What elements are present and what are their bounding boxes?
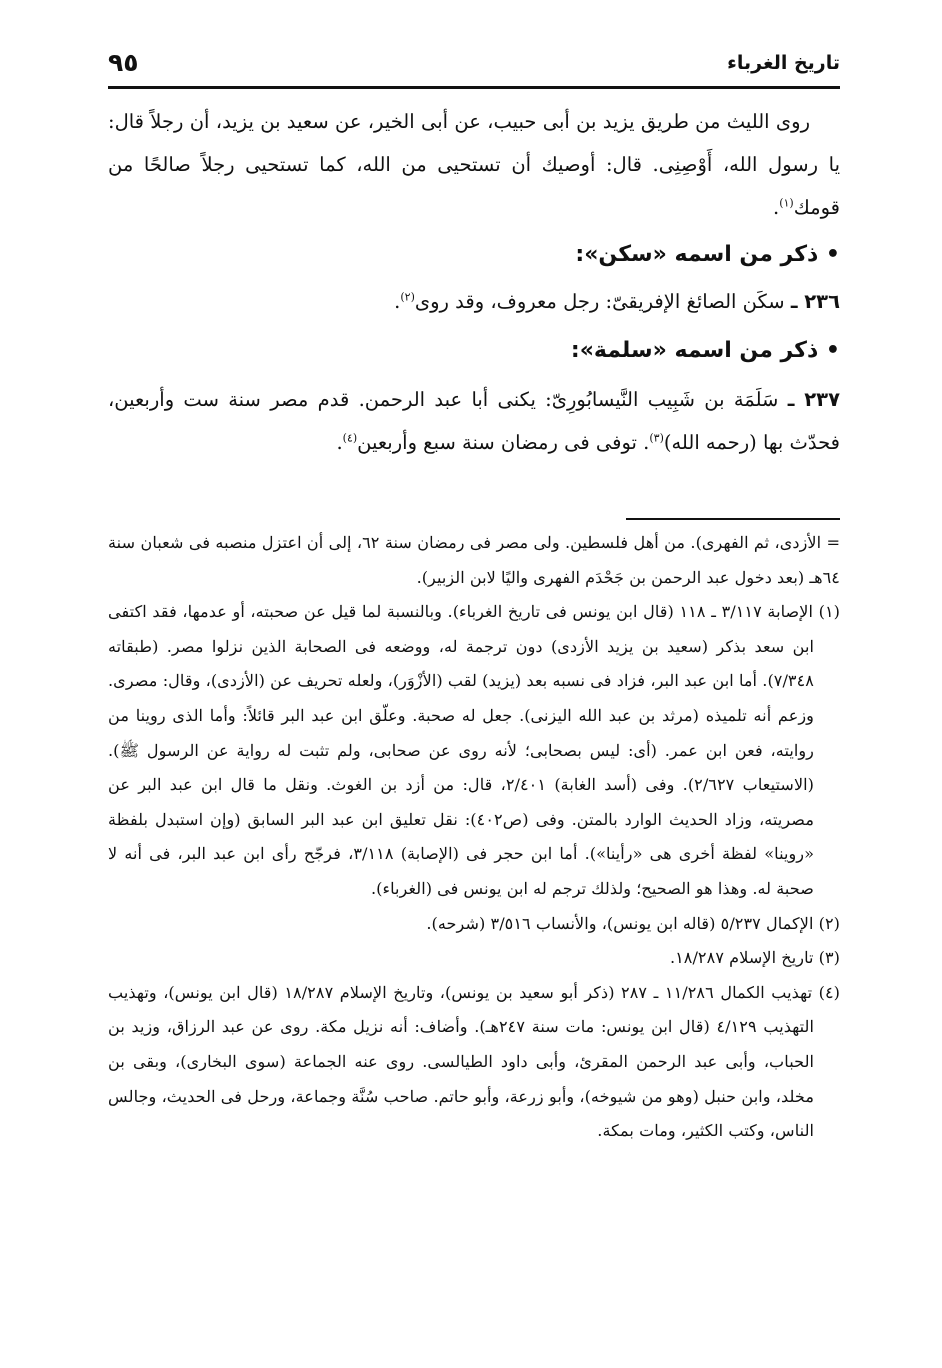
- paragraph-hadith-text: روى الليث من طريق يزيد بن أبى حبيب، عن أبى الخير، عن سعيد بن يزيد، أن رجلاً قال: يا رسول الله، أَوْصِنِى. قال: أوصيك أن تستحيى من الله، كما تستحيى رجلاً صالحًا من قومك: [108, 110, 840, 219]
- footnote-4: (٤) تهذيب الكمال ١١/٢٨٦ ـ ٢٨٧ (ذكر أبو سعيد بن يونس)، وتاريخ الإسلام ١٨/٢٨٧ (قال ابن يونس)، وتهذيب التهذيب ٤/١٢٩ (قال ابن يونس: مات سنة ٢٤٧هـ). وأضاف: أنه نزيل مكة. روى عن عبد الرزاق، وزيد بن الحباب، وأبى عبد الرحمن المقرئ، وأبى داود الطيالسى. روى عنه الجماعة (سوى البخارى)، وبقى بن مخلد، وابن حنبل (وهو من شيوخه)، وأبو زرعة، وأبو حاتم. صاحب سُنَّة وجماعة، ورحل فى الحديث، وجالس الناس، وكتب الكثير، ومات بمكة.: [108, 982, 840, 1141]
- page-header: [108, 48, 840, 84]
- page-number: ٩٥: [108, 48, 139, 77]
- entry-237-end-mark: .: [336, 431, 343, 454]
- entry-237: [108, 378, 840, 464]
- paragraph-hadith: [108, 100, 840, 229]
- entry-number-237: ٢٣٧ ـ: [787, 388, 840, 411]
- entry-number-236: ٢٣٦ ـ: [790, 290, 840, 313]
- section-heading-salama: • ذكر من اسمه «سلمة»:: [570, 338, 840, 363]
- footnote-continuation: = الأزدى، ثم الفهرى). من أهل فلسطين. ولى مصر فى رمضان سنة ٦٢، إلى أن اعتزل منصبه فى شعبان سنة ٦٤هـ (بعد دخول عبد الرحمن بن جَحْدَم الفهرى واليًا لابن الزبير).: [108, 533, 841, 587]
- footnote-ref-1: (١): [779, 196, 794, 210]
- running-title: تاريخ الغرباء: [727, 52, 840, 74]
- section-heading-sakan: • ذكر من اسمه «سكن»:: [575, 242, 840, 267]
- footnotes: [108, 526, 840, 1149]
- entry-237-text: سَلَمَة بن شَبِيب النَّيسابُورِىّ: يكنى أبا عبد الرحمن. قدم مصر سنة ست وأربعين، فحدّث بها (رحمه الله): [108, 388, 840, 454]
- entry-236: [108, 280, 840, 323]
- footnote-ref-2: (٢): [400, 290, 415, 304]
- footnote-1: (١) الإصابة ٣/١١٧ ـ ١١٨ (قال ابن يونس فى تاريخ الغرباء). وبالنسبة لما قيل عن صحبته، أو عدمها، فقد اكتفى ابن سعد بذكر (سعيد بن يزيد الأزدى) دون ترجمة له، ووضعه فى الصحابة الذين نزلوا مصر. (طبقاته ٧/٣٤٨). أما ابن عبد البر، فزاد فى نسبه بعد (يزيد) لقب (الأزْوَر)، ولعله تحريف عن (الأزدى)، وقال: مصرى. وزعم أنه تلميذه (مرثد بن عبد الله اليزنى). جعل له صحبة. وعلّق ابن عبد البر قائلاً: وأما الذى روينا من روايته، فعن ابن عمر. (أى: ليس بصحابى؛ لأنه روى عن صحابى، ولم تثبت له رواية عن الرسول ﷺ). (الاستيعاب ٢/٦٢٧). وفى (أسد الغابة) ٢/٤٠١، قال: من أزد بن الغوث. ونقل ما قال ابن عبد البر عن مصريته، وزاد الحديث الوارد بالمتن. وفى (ص٤٠٢): نقل تعليق ابن عبد البر السابق (وإن استبدل بلفظة «روينا» لفظة أخرى هى «رأينا»). أما ابن حجر فى (الإصابة) ٣/١١٨، فرجّح رأى ابن عبد البر، فى أنه لا صحبة له. وهذا هو الصحيح؛ ولذلك ترجم له ابن يونس فى (الغرباء).: [108, 602, 840, 898]
- header-rule: [108, 86, 840, 89]
- paragraph-end-mark: .: [773, 196, 780, 219]
- main-text: [108, 100, 840, 464]
- entry-236-text: سكَن الصائغ الإفريقىّ: رجل معروف، وقد روى: [414, 290, 791, 313]
- footnote-ref-3: (٣): [649, 431, 664, 445]
- footnote-separator: [626, 518, 840, 520]
- footnote-3: (٣) تاريخ الإسلام ١٨/٢٨٧.: [669, 948, 840, 968]
- entry-236-end-mark: .: [394, 290, 401, 313]
- footnote-ref-4: (٤): [342, 431, 358, 445]
- entry-237-text-2: . توفى فى رمضان سنة سبع وأربعين: [357, 431, 650, 454]
- footnote-2: (٢) الإكمال ٥/٢٣٧ (قاله ابن يونس)، والأنساب ٣/٥١٦ (شرحه).: [426, 913, 840, 933]
